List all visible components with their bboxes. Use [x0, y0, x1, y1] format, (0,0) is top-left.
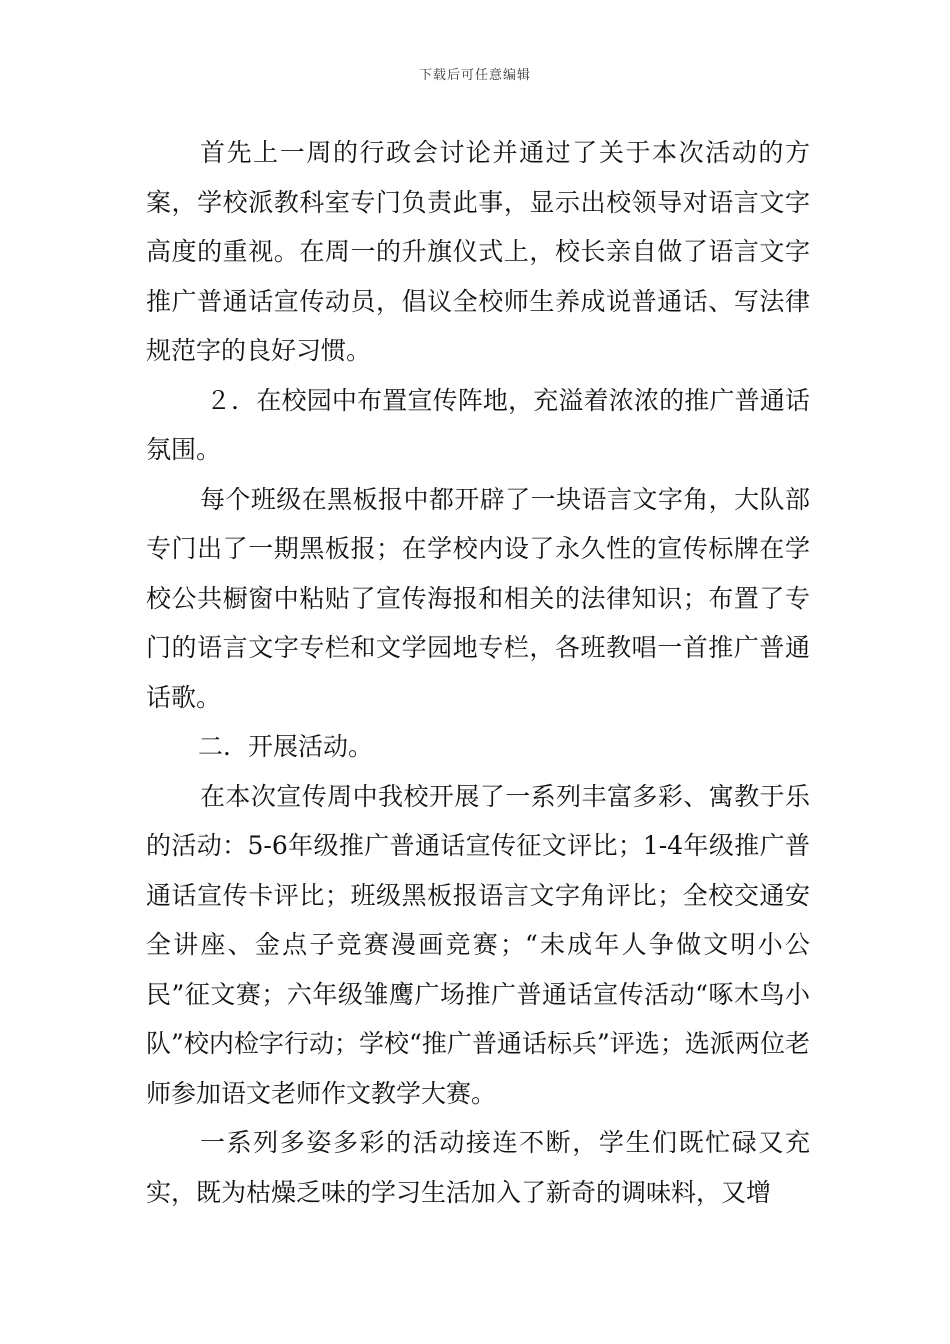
document-body: [146, 128, 810, 1217]
section-heading-activities: 二．开展活动。: [198, 732, 374, 761]
paragraph-item-2-heading: ２．在校园中布置宣传阵地，充溢着浓浓的推广普通话氛围。: [146, 385, 810, 464]
page-header: 下载后可任意编辑: [418, 68, 531, 83]
paragraph-activities: 在本次宣传周中我校开展了一系列丰富多彩、寓教于乐的活动：5-6年级推广普通话宣传征文评比；1-4年级推广普通话宣传卡评比；班级黑板报语言文字角评比；全校交通安全讲座、金点子竞赛漫画竞赛；“未成年人争做文明小公民”征文赛；六年级雏鹰广场推广普通话宣传活动“啄木鸟小队”校内检字行动；学校“推广普通话标兵”评选；选派两位老师参加语文老师作文教学大赛。: [146, 781, 810, 1108]
paragraph-meeting: 首先上一周的行政会讨论并通过了关于本次活动的方案，学校派教科室专门负责此事，显示出校领导对语言文字高度的重视。在周一的升旗仪式上，校长亲自做了语言文字推广普通话宣传动员，倡议全校师生养成说普通话、写法律规范字的良好习惯。: [146, 138, 810, 365]
paragraph-summary: 一系列多姿多彩的活动接连不断，学生们既忙碌又充实，既为枯燥乏味的学习生活加入了新奇的调味料，又增: [146, 1128, 810, 1207]
paragraph-blackboard: 每个班级在黑板报中都开辟了一块语言文字角，大队部专门出了一期黑板报；在学校内设了永久性的宣传标牌在学校公共橱窗中粘贴了宣传海报和相关的法律知识；布置了专门的语言文字专栏和文学园地专栏，各班教唱一首推广普通话歌。: [146, 484, 810, 712]
